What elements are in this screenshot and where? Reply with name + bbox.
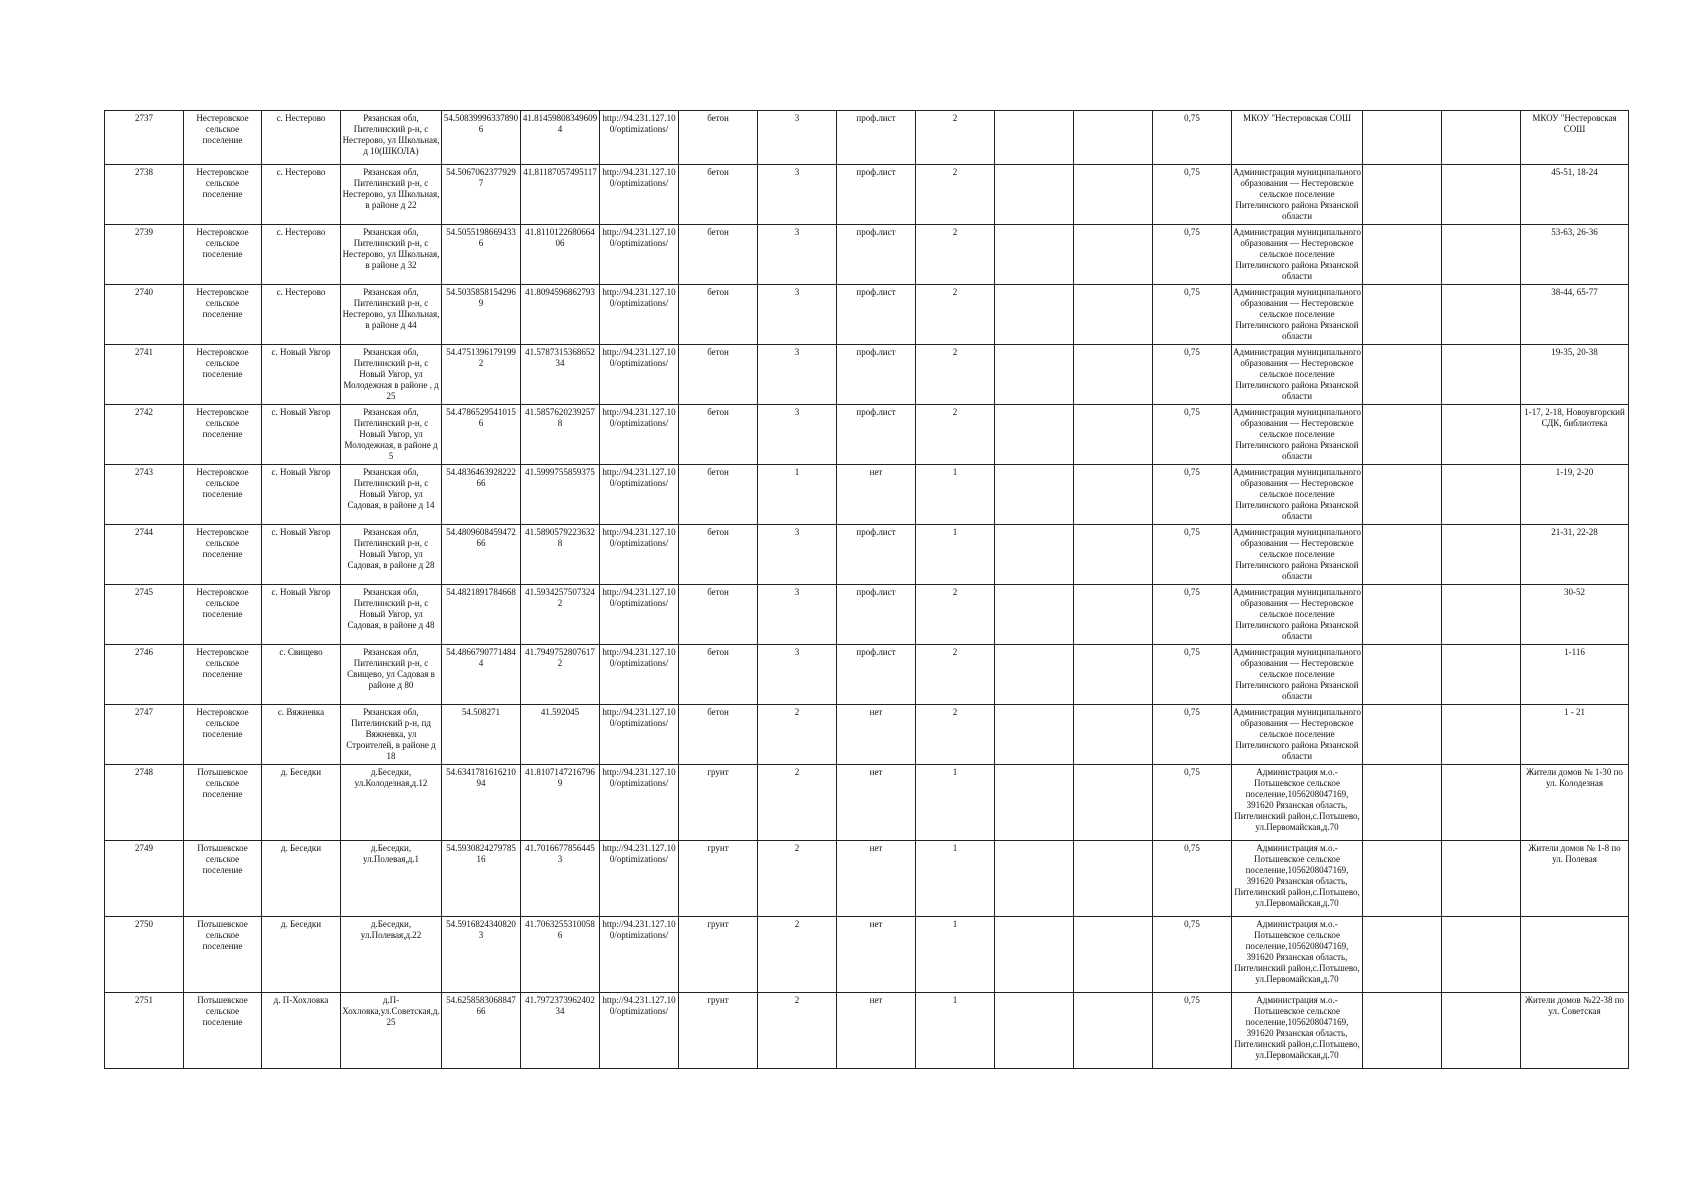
cell-latitude: 54.6258583068847 66 <box>442 993 521 1069</box>
cell-empty <box>1442 111 1521 165</box>
table-row <box>105 345 1629 405</box>
cell-volume: 0,75 <box>1153 917 1232 993</box>
cell-number: 2746 <box>105 645 184 705</box>
cell-volume: 0,75 <box>1153 705 1232 765</box>
cell-surface: грунт <box>679 917 758 993</box>
cell-sources: Жители домов № 1-30 по ул. Колодезная <box>1521 765 1629 841</box>
cell-locality: с. Новый Увгор <box>262 345 341 405</box>
cell-empty <box>1442 993 1521 1069</box>
cell-surface: бетон <box>679 585 758 645</box>
registry-table <box>104 110 1629 1069</box>
cell-sources: Жители домов №22-38 по ул. Советская <box>1521 993 1629 1069</box>
cell-empty <box>1363 841 1442 917</box>
cell-locality: с. Новый Увгор <box>262 465 341 525</box>
cell-empty <box>1442 705 1521 765</box>
cell-locality: д. Беседки <box>262 917 341 993</box>
cell-latitude: 54.5916824340820 3 <box>442 917 521 993</box>
cell-longitude: 41.5890579223632 8 <box>521 525 600 585</box>
cell-locality: с. Нестерово <box>262 165 341 225</box>
cell-empty <box>995 285 1074 345</box>
cell-surface: бетон <box>679 225 758 285</box>
cell-longitude: 41.81459808349609 4 <box>521 111 600 165</box>
cell-cover: нет <box>837 917 916 993</box>
cell-address: Рязанская обл, Пителинский р-н, с Нестерово, ул Школьная, в районе д 44 <box>341 285 442 345</box>
cell-volume: 0,75 <box>1153 465 1232 525</box>
cell-empty <box>1363 917 1442 993</box>
cell-surface: бетон <box>679 285 758 345</box>
cell-volume: 0,75 <box>1153 525 1232 585</box>
cell-address: д.Беседки, ул.Колодезная,д.12 <box>341 765 442 841</box>
cell-sources: 21-31, 22-28 <box>1521 525 1629 585</box>
table-row <box>105 765 1629 841</box>
cell-settlement: Нестеровское сельское поселение <box>184 525 262 585</box>
table-row <box>105 841 1629 917</box>
cell-empty <box>1442 345 1521 405</box>
cell-cover: нет <box>837 841 916 917</box>
cell-longitude: 41.7016677856445 3 <box>521 841 600 917</box>
cell-sources: 1-116 <box>1521 645 1629 705</box>
cell-longitude: 41.5934257507324 2 <box>521 585 600 645</box>
cell-volume: 0,75 <box>1153 645 1232 705</box>
cell-number: 2740 <box>105 285 184 345</box>
cell-sources: 53-63, 26-36 <box>1521 225 1629 285</box>
cell-cover: проф.лист <box>837 525 916 585</box>
cell-empty <box>1074 111 1153 165</box>
cell-sources: 1-17, 2-18, Новоувгорский СДК, библиотека <box>1521 405 1629 465</box>
cell-url: http://94.231.127.100/optimizations/ <box>600 345 679 405</box>
cell-empty <box>1363 225 1442 285</box>
cell-empty <box>1074 165 1153 225</box>
cell-empty <box>1363 405 1442 465</box>
cell-empty <box>1074 841 1153 917</box>
cell-empty <box>1442 525 1521 585</box>
cell-address: Рязанская обл, Пителинский р-н, с Нестерово, ул Школьная, в районе д 32 <box>341 225 442 285</box>
cell-containers: 2 <box>916 405 995 465</box>
cell-number: 2739 <box>105 225 184 285</box>
cell-longitude: 41.5999755859375 <box>521 465 600 525</box>
cell-address: Рязанская обл, Пителинский р-н, с Свищево, ул Садовая в районе д 80 <box>341 645 442 705</box>
cell-locality: с. Свищево <box>262 645 341 705</box>
cell-area: 3 <box>758 111 837 165</box>
cell-empty <box>1074 645 1153 705</box>
cell-area: 2 <box>758 705 837 765</box>
cell-empty <box>1442 841 1521 917</box>
cell-settlement: Нестеровское сельское поселение <box>184 645 262 705</box>
cell-locality: д. Беседки <box>262 841 341 917</box>
cell-cover: проф.лист <box>837 645 916 705</box>
cell-owner: МКОУ "Нестеровская СОШ <box>1232 111 1363 165</box>
cell-number: 2741 <box>105 345 184 405</box>
table-row <box>105 285 1629 345</box>
cell-empty <box>1442 225 1521 285</box>
cell-sources: Жители домов № 1-8 по ул. Полевая <box>1521 841 1629 917</box>
cell-owner: Администрация м.о.- Потьшевское сельское поселение,1056208047169, 391620 Рязанская область, Пителинский район,с.Потьшево, ул.Первомайская,д.70 <box>1232 765 1363 841</box>
cell-cover: проф.лист <box>837 285 916 345</box>
cell-empty <box>1074 405 1153 465</box>
cell-sources: 45-51, 18-24 <box>1521 165 1629 225</box>
cell-owner: Администрация муниципального образования — Нестеровское сельское поселение Пителинского района Рязанской области <box>1232 225 1363 285</box>
cell-address: Рязанская обл, Пителинский р-н, с Новый Увгор, ул Молодежная в районе , д 25 <box>341 345 442 405</box>
cell-empty <box>1074 345 1153 405</box>
cell-volume: 0,75 <box>1153 585 1232 645</box>
cell-url: http://94.231.127.100/optimizations/ <box>600 765 679 841</box>
cell-containers: 2 <box>916 705 995 765</box>
cell-empty <box>1442 585 1521 645</box>
cell-owner: Администрация муниципального образования — Нестеровское сельское поселение Пителинского района Рязанской области <box>1232 405 1363 465</box>
cell-containers: 2 <box>916 645 995 705</box>
cell-number: 2751 <box>105 993 184 1069</box>
cell-latitude: 54.5055198669433 6 <box>442 225 521 285</box>
cell-empty <box>1363 765 1442 841</box>
cell-surface: грунт <box>679 841 758 917</box>
cell-containers: 1 <box>916 525 995 585</box>
cell-empty <box>1442 405 1521 465</box>
cell-empty <box>1074 525 1153 585</box>
cell-containers: 1 <box>916 993 995 1069</box>
cell-empty <box>995 765 1074 841</box>
cell-empty <box>995 405 1074 465</box>
cell-area: 2 <box>758 993 837 1069</box>
cell-sources: 38-44, 65-77 <box>1521 285 1629 345</box>
cell-settlement: Нестеровское сельское поселение <box>184 165 262 225</box>
cell-longitude: 41.81187057495117 <box>521 165 600 225</box>
cell-area: 3 <box>758 285 837 345</box>
cell-url: http://94.231.127.100/optimizations/ <box>600 111 679 165</box>
cell-latitude: 54.6341781616210 94 <box>442 765 521 841</box>
cell-surface: бетон <box>679 111 758 165</box>
cell-sources: 30-52 <box>1521 585 1629 645</box>
cell-sources <box>1521 917 1629 993</box>
cell-sources: 1 - 21 <box>1521 705 1629 765</box>
cell-area: 3 <box>758 525 837 585</box>
cell-url: http://94.231.127.100/optimizations/ <box>600 165 679 225</box>
cell-empty <box>995 917 1074 993</box>
cell-empty <box>1074 285 1153 345</box>
cell-address: Рязанская обл, Пителинский р-н, с Новый Увгор, ул Молодежная, в районе д 5 <box>341 405 442 465</box>
cell-url: http://94.231.127.100/optimizations/ <box>600 285 679 345</box>
cell-settlement: Потьшевское сельское поселение <box>184 765 262 841</box>
cell-longitude: 41.7972373962402 34 <box>521 993 600 1069</box>
cell-latitude: 54.4836463928222 66 <box>442 465 521 525</box>
cell-number: 2747 <box>105 705 184 765</box>
cell-cover: проф.лист <box>837 111 916 165</box>
cell-volume: 0,75 <box>1153 111 1232 165</box>
cell-locality: с. Нестерово <box>262 285 341 345</box>
cell-sources: 19-35, 20-38 <box>1521 345 1629 405</box>
cell-url: http://94.231.127.100/optimizations/ <box>600 645 679 705</box>
cell-number: 2750 <box>105 917 184 993</box>
cell-empty <box>1363 993 1442 1069</box>
cell-longitude: 41.592045 <box>521 705 600 765</box>
cell-containers: 2 <box>916 585 995 645</box>
cell-longitude: 41.7949752807617 2 <box>521 645 600 705</box>
cell-latitude: 54.508399963378906 <box>442 111 521 165</box>
cell-empty <box>995 841 1074 917</box>
cell-area: 2 <box>758 917 837 993</box>
cell-longitude: 41.7063255310058 6 <box>521 917 600 993</box>
cell-empty <box>995 465 1074 525</box>
cell-settlement: Нестеровское сельское поселение <box>184 465 262 525</box>
cell-empty <box>1363 285 1442 345</box>
cell-owner: Администрация муниципального образования — Нестеровское сельское поселение Пителинского района Рязанской области <box>1232 345 1363 405</box>
cell-area: 3 <box>758 405 837 465</box>
cell-empty <box>1074 993 1153 1069</box>
cell-address: Рязанская обл, Пителинский р-н, с Нестерово, ул Школьная, в районе д 22 <box>341 165 442 225</box>
cell-containers: 2 <box>916 111 995 165</box>
cell-settlement: Потьшевское сельское поселение <box>184 841 262 917</box>
cell-locality: с. Новый Увгор <box>262 405 341 465</box>
table-row <box>105 993 1629 1069</box>
table-row <box>105 225 1629 285</box>
cell-cover: нет <box>837 765 916 841</box>
cell-empty <box>1074 705 1153 765</box>
cell-volume: 0,75 <box>1153 765 1232 841</box>
cell-surface: бетон <box>679 345 758 405</box>
cell-empty <box>1442 285 1521 345</box>
cell-surface: бетон <box>679 525 758 585</box>
cell-settlement: Нестеровское сельское поселение <box>184 585 262 645</box>
cell-containers: 1 <box>916 465 995 525</box>
cell-containers: 1 <box>916 841 995 917</box>
cell-volume: 0,75 <box>1153 993 1232 1069</box>
cell-address: д.Беседки, ул.Полевая,д.22 <box>341 917 442 993</box>
cell-url: http://94.231.127.100/optimizations/ <box>600 585 679 645</box>
cell-owner: Администрация муниципального образования — Нестеровское сельское поселение Пителинского района Рязанской области <box>1232 285 1363 345</box>
cell-longitude: 41.8107147216796 9 <box>521 765 600 841</box>
cell-empty <box>1074 917 1153 993</box>
cell-empty <box>1363 585 1442 645</box>
cell-address: Рязанская обл, Пителинский р-н, с Нестерово, ул Школьная, д 10(ШКОЛА) <box>341 111 442 165</box>
cell-address: Рязанская обл, Пителинский р-н, с Новый Увгор, ул Садовая, в районе д 48 <box>341 585 442 645</box>
cell-address: Рязанская обл, Пителинский р-н, с Новый Увгор, ул Садовая, в районе д 28 <box>341 525 442 585</box>
cell-empty <box>1074 225 1153 285</box>
cell-empty <box>1363 165 1442 225</box>
cell-locality: д. Беседки <box>262 765 341 841</box>
cell-number: 2745 <box>105 585 184 645</box>
cell-owner: Администрация муниципального образования — Нестеровское сельское поселение Пителинского района Рязанской области <box>1232 465 1363 525</box>
cell-longitude: 41.5857620239257 8 <box>521 405 600 465</box>
cell-url: http://94.231.127.100/optimizations/ <box>600 841 679 917</box>
cell-number: 2749 <box>105 841 184 917</box>
cell-locality: с. Нестерово <box>262 111 341 165</box>
cell-owner: Администрация м.о.- Потьшевское сельское поселение,1056208047169, 391620 Рязанская область, Пителинский район,с.Потьшево, ул.Первомайская,д.70 <box>1232 917 1363 993</box>
cell-address: Рязанская обл, Пителинский р-н, с Новый Увгор, ул Садовая, в районе д 14 <box>341 465 442 525</box>
cell-empty <box>995 993 1074 1069</box>
table-row <box>105 917 1629 993</box>
cell-containers: 1 <box>916 917 995 993</box>
cell-volume: 0,75 <box>1153 165 1232 225</box>
cell-cover: проф.лист <box>837 405 916 465</box>
cell-volume: 0,75 <box>1153 841 1232 917</box>
cell-settlement: Потьшевское сельское поселение <box>184 917 262 993</box>
table-row <box>105 111 1629 165</box>
table-row <box>105 165 1629 225</box>
cell-locality: с. Нестерово <box>262 225 341 285</box>
cell-empty <box>1074 585 1153 645</box>
cell-area: 3 <box>758 225 837 285</box>
cell-volume: 0,75 <box>1153 225 1232 285</box>
cell-cover: проф.лист <box>837 225 916 285</box>
cell-empty <box>1363 465 1442 525</box>
cell-area: 3 <box>758 345 837 405</box>
cell-settlement: Нестеровское сельское поселение <box>184 345 262 405</box>
cell-containers: 2 <box>916 345 995 405</box>
cell-area: 3 <box>758 645 837 705</box>
cell-settlement: Нестеровское сельское поселение <box>184 111 262 165</box>
cell-locality: с. Новый Увгор <box>262 585 341 645</box>
cell-cover: проф.лист <box>837 165 916 225</box>
cell-address: Рязанская обл, Пителинский р-н, пд Вяжневка, ул Строителей, в районе д 18 <box>341 705 442 765</box>
cell-empty <box>1074 765 1153 841</box>
cell-empty <box>995 165 1074 225</box>
cell-containers: 1 <box>916 765 995 841</box>
cell-number: 2738 <box>105 165 184 225</box>
cell-longitude: 41.8110122680664 06 <box>521 225 600 285</box>
cell-empty <box>995 645 1074 705</box>
cell-number: 2748 <box>105 765 184 841</box>
cell-url: http://94.231.127.100/optimizations/ <box>600 225 679 285</box>
cell-volume: 0,75 <box>1153 405 1232 465</box>
cell-empty <box>1363 525 1442 585</box>
table-row <box>105 525 1629 585</box>
cell-address: д.Беседки, ул.Полевая,д.1 <box>341 841 442 917</box>
cell-owner: Администрация муниципального образования — Нестеровское сельское поселение Пителинского района Рязанской области <box>1232 645 1363 705</box>
cell-latitude: 54.4809608459472 66 <box>442 525 521 585</box>
cell-owner: Администрация муниципального образования — Нестеровское сельское поселение Пителинского района Рязанской области <box>1232 705 1363 765</box>
cell-url: http://94.231.127.100/optimizations/ <box>600 525 679 585</box>
cell-empty <box>995 225 1074 285</box>
cell-empty <box>1442 765 1521 841</box>
cell-empty <box>1442 917 1521 993</box>
cell-latitude: 54.4786529541015 6 <box>442 405 521 465</box>
cell-empty <box>995 705 1074 765</box>
cell-cover: проф.лист <box>837 585 916 645</box>
cell-settlement: Нестеровское сельское поселение <box>184 405 262 465</box>
table-row <box>105 645 1629 705</box>
cell-cover: проф.лист <box>837 345 916 405</box>
cell-settlement: Потьшевское сельское поселение <box>184 993 262 1069</box>
cell-owner: Администрация муниципального образования — Нестеровское сельское поселение Пителинского района Рязанской области <box>1232 585 1363 645</box>
cell-volume: 0,75 <box>1153 285 1232 345</box>
cell-empty <box>1442 465 1521 525</box>
cell-cover: нет <box>837 705 916 765</box>
cell-empty <box>1363 705 1442 765</box>
cell-surface: грунт <box>679 765 758 841</box>
cell-cover: нет <box>837 993 916 1069</box>
cell-longitude: 41.8094596862793 <box>521 285 600 345</box>
cell-url: http://94.231.127.100/optimizations/ <box>600 465 679 525</box>
cell-area: 2 <box>758 765 837 841</box>
cell-surface: бетон <box>679 405 758 465</box>
cell-latitude: 54.4751396179199 2 <box>442 345 521 405</box>
cell-settlement: Нестеровское сельское поселение <box>184 705 262 765</box>
cell-sources: МКОУ "Нестеровская СОШ <box>1521 111 1629 165</box>
cell-address: д.П-Хохловка,ул.Советская,д.25 <box>341 993 442 1069</box>
cell-url: http://94.231.127.100/optimizations/ <box>600 705 679 765</box>
cell-number: 2737 <box>105 111 184 165</box>
cell-owner: Администрация муниципального образования — Нестеровское сельское поселение Пителинского района Рязанской области <box>1232 165 1363 225</box>
cell-latitude: 54.5035858154296 9 <box>442 285 521 345</box>
cell-empty <box>1363 345 1442 405</box>
cell-empty <box>995 585 1074 645</box>
cell-number: 2744 <box>105 525 184 585</box>
cell-latitude: 54.508271 <box>442 705 521 765</box>
cell-number: 2743 <box>105 465 184 525</box>
cell-surface: бетон <box>679 645 758 705</box>
cell-sources: 1-19, 2-20 <box>1521 465 1629 525</box>
cell-surface: бетон <box>679 165 758 225</box>
cell-latitude: 54.5930824279785 16 <box>442 841 521 917</box>
cell-latitude: 54.5067062377929 7 <box>442 165 521 225</box>
table-row <box>105 405 1629 465</box>
cell-latitude: 54.4866790771484 4 <box>442 645 521 705</box>
cell-area: 3 <box>758 585 837 645</box>
cell-url: http://94.231.127.100/optimizations/ <box>600 405 679 465</box>
cell-settlement: Нестеровское сельское поселение <box>184 225 262 285</box>
cell-locality: д. П-Хохловка <box>262 993 341 1069</box>
cell-url: http://94.231.127.100/optimizations/ <box>600 993 679 1069</box>
cell-empty <box>1442 645 1521 705</box>
cell-volume: 0,75 <box>1153 345 1232 405</box>
cell-empty <box>1442 165 1521 225</box>
cell-containers: 2 <box>916 165 995 225</box>
cell-number: 2742 <box>105 405 184 465</box>
cell-surface: бетон <box>679 465 758 525</box>
cell-surface: бетон <box>679 705 758 765</box>
cell-empty <box>995 525 1074 585</box>
cell-empty <box>1363 645 1442 705</box>
cell-empty <box>995 345 1074 405</box>
cell-locality: с. Вяжневка <box>262 705 341 765</box>
cell-empty <box>1074 465 1153 525</box>
cell-empty <box>995 111 1074 165</box>
cell-settlement: Нестеровское сельское поселение <box>184 285 262 345</box>
cell-containers: 2 <box>916 285 995 345</box>
cell-area: 3 <box>758 165 837 225</box>
cell-owner: Администрация м.о.- Потьшевское сельское поселение,1056208047169, 391620 Рязанская область, Пителинский район,с.Потьшево, ул.Первомайская,д.70 <box>1232 841 1363 917</box>
table-row <box>105 585 1629 645</box>
cell-url: http://94.231.127.100/optimizations/ <box>600 917 679 993</box>
cell-area: 2 <box>758 841 837 917</box>
cell-area: 1 <box>758 465 837 525</box>
cell-cover: нет <box>837 465 916 525</box>
cell-latitude: 54.4821891784668 <box>442 585 521 645</box>
cell-owner: Администрация муниципального образования — Нестеровское сельское поселение Пителинского района Рязанской области <box>1232 525 1363 585</box>
cell-longitude: 41.5787315368652 34 <box>521 345 600 405</box>
cell-surface: грунт <box>679 993 758 1069</box>
cell-containers: 2 <box>916 225 995 285</box>
table-row <box>105 465 1629 525</box>
cell-owner: Администрация м.о.- Потьшевское сельское поселение,1056208047169, 391620 Рязанская область, Пителинский район,с.Потьшево, ул.Первомайская,д.70 <box>1232 993 1363 1069</box>
cell-locality: с. Новый Увгор <box>262 525 341 585</box>
table-row <box>105 705 1629 765</box>
cell-empty <box>1363 111 1442 165</box>
